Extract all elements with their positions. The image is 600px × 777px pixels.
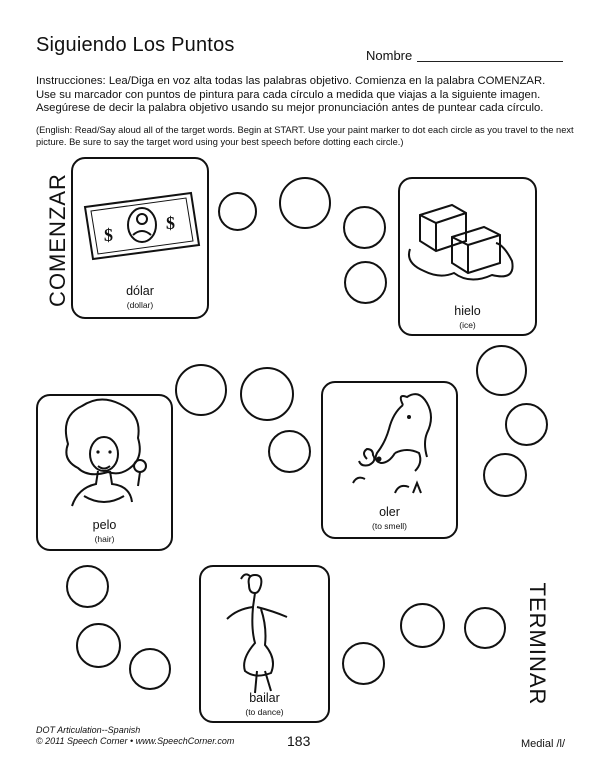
card-word: bailar [249, 691, 280, 705]
path-dot[interactable] [66, 565, 109, 608]
card-translation: (to smell) [372, 521, 407, 531]
page-number: 183 [287, 733, 311, 749]
card-word: hielo [454, 304, 481, 318]
path-dot[interactable] [129, 648, 171, 690]
card-word: pelo [92, 518, 117, 532]
card-translation: (to dance) [245, 707, 284, 717]
card-translation: (hair) [94, 534, 115, 544]
path-dot[interactable] [483, 453, 527, 497]
path-dot[interactable] [343, 206, 386, 249]
finish-label-text: TERMINAR [525, 582, 550, 706]
path-dot[interactable] [344, 261, 387, 304]
target-sound-label: Medial /l/ [521, 738, 566, 750]
name-label: Nombre [366, 48, 413, 63]
svg-text:$: $ [166, 213, 175, 233]
path-dot[interactable] [240, 367, 294, 421]
footer-left [36, 725, 234, 747]
path-dot[interactable] [279, 177, 331, 229]
path-dot[interactable] [476, 345, 527, 396]
name-line[interactable] [417, 61, 563, 62]
picture-card-hielo [398, 177, 537, 336]
path-dot[interactable] [342, 642, 385, 685]
picture-card-dolar [71, 157, 209, 319]
path-dot[interactable] [268, 430, 311, 473]
path-dot[interactable] [505, 403, 548, 446]
path-dot[interactable] [218, 192, 257, 231]
picture-card-pelo [36, 394, 173, 551]
footer-copyright: © 2011 Speech Corner • www.SpeechCorner.com [36, 736, 235, 746]
finish-label [524, 574, 550, 714]
path-dot[interactable] [76, 623, 121, 668]
footer-series: DOT Articulation--Spanish [36, 725, 141, 735]
start-label-text: COMENZAR [45, 173, 70, 307]
start-label [45, 170, 71, 310]
english-instructions-text: (English: Read/Say aloud all of the target words. Begin at START. Use your paint marker to dot each circle as you travel to the next picture. Be sure to say the target word using your best speech before dotting each circle.) [36, 125, 574, 147]
card-translation: (ice) [459, 320, 476, 330]
picture-card-bailar [199, 565, 330, 723]
path-dot[interactable] [400, 603, 445, 648]
path-dot[interactable] [464, 607, 506, 649]
card-translation: (dollar) [126, 300, 154, 310]
instructions-text: Instrucciones: Lea/Diga en voz alta todas las palabras objetivo. Comienza en la palabra COMENZAR. Use su marcador con puntos de pintura para cada círculo a medida que viajas a la siguiente imagen. Asegúrese de decir la palabra objetivo usando su mejor pronunciación antes de puntear cada círculo. [36, 75, 546, 115]
svg-text:$: $ [104, 225, 113, 245]
card-word: oler [379, 505, 400, 519]
picture-card-oler [321, 381, 458, 539]
card-word: dólar [126, 284, 154, 298]
path-dot[interactable] [175, 364, 227, 416]
page-title: Siguiendo Los Puntos [36, 34, 235, 56]
